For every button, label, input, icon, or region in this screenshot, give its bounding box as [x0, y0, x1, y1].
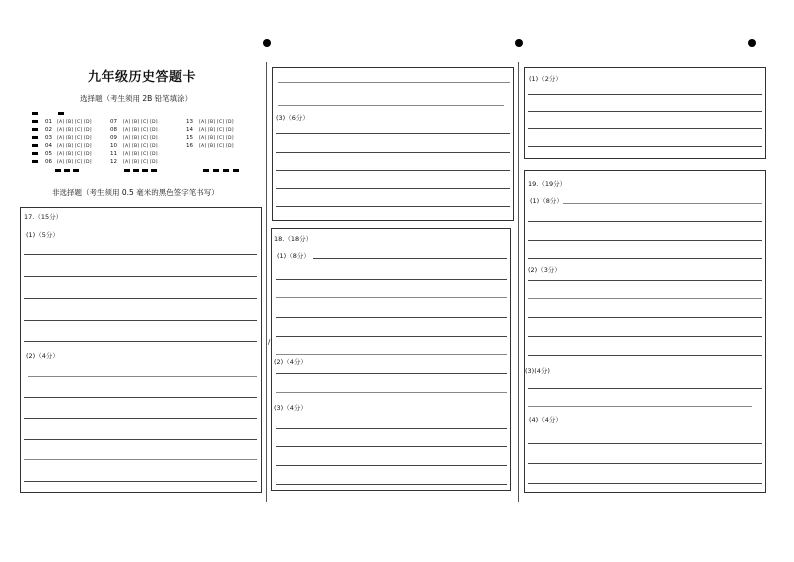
question-number: 12 — [110, 159, 117, 165]
timing-mark — [151, 169, 157, 172]
q19-part4-label: (4)（4分） — [529, 416, 562, 424]
question-number: 08 — [110, 127, 117, 133]
timing-mark — [203, 169, 209, 172]
answer-line[interactable] — [528, 240, 762, 241]
option-bubbles[interactable]: [A] [B] [C] [D] — [57, 128, 92, 133]
answer-line[interactable] — [276, 206, 510, 207]
answer-line[interactable] — [563, 203, 762, 204]
nonchoice-heading: 非选择题（考生须用 0.5 毫米的黑色签字笔书写） — [52, 188, 219, 197]
answer-line[interactable] — [24, 298, 257, 299]
answer-line[interactable] — [276, 484, 507, 485]
timing-mark — [32, 136, 38, 139]
answer-line[interactable] — [528, 221, 762, 222]
option-bubbles[interactable]: [A] [B] [C] [D] — [57, 144, 92, 149]
answer-line[interactable] — [24, 341, 257, 342]
timing-mark — [32, 152, 38, 155]
timing-mark — [133, 169, 139, 172]
answer-line[interactable] — [276, 152, 510, 153]
q19-part3-label: (3)(4分) — [525, 367, 550, 375]
choice-heading: 选择题（考生须用 2B 铅笔填涂） — [80, 94, 193, 103]
answer-line[interactable] — [276, 373, 507, 374]
answer-box-q17-continued — [272, 67, 514, 221]
stray-mark: / — [268, 338, 271, 346]
answer-line[interactable] — [24, 397, 257, 398]
timing-mark — [32, 160, 38, 163]
option-bubbles[interactable]: [A] [B] [C] [D] — [199, 144, 234, 149]
answer-line[interactable] — [278, 82, 510, 83]
answer-line[interactable] — [278, 105, 504, 106]
answer-line[interactable] — [528, 463, 762, 464]
answer-box-q18 — [271, 228, 511, 491]
answer-line[interactable] — [276, 133, 510, 134]
q19-part2-label: (2)（3分） — [528, 266, 561, 274]
answer-line[interactable] — [528, 336, 762, 337]
answer-line[interactable] — [528, 355, 762, 356]
question-number: 10 — [110, 143, 117, 149]
timing-mark — [64, 169, 70, 172]
q18-part1-label: (1)（8分） — [277, 252, 310, 260]
question-number: 07 — [110, 119, 117, 125]
answer-line[interactable] — [276, 446, 507, 447]
timing-mark — [213, 169, 219, 172]
answer-line[interactable] — [276, 392, 507, 393]
option-bubbles[interactable]: [A] [B] [C] [D] — [199, 136, 234, 141]
answer-line[interactable] — [24, 320, 257, 321]
answer-line[interactable] — [528, 406, 752, 407]
q17-part1-label: (1)（5分） — [26, 231, 59, 239]
answer-line[interactable] — [276, 279, 507, 280]
option-bubbles[interactable]: [A] [B] [C] [D] — [57, 160, 92, 165]
timing-mark — [32, 112, 38, 115]
option-bubbles[interactable]: [A] [B] [C] [D] — [57, 152, 92, 157]
answer-line[interactable] — [24, 276, 257, 277]
column-divider-right — [518, 62, 519, 502]
q17-part2-label: (2)（4分） — [26, 352, 59, 360]
q18-part3-label: (3)（4分） — [274, 404, 307, 412]
option-bubbles[interactable]: [A] [B] [C] [D] — [123, 160, 158, 165]
binder-hole-middle — [515, 39, 523, 47]
question-number: 09 — [110, 135, 117, 141]
answer-line[interactable] — [528, 388, 762, 389]
answer-line[interactable] — [276, 170, 510, 171]
answer-line[interactable] — [24, 481, 257, 482]
binder-hole-right — [748, 39, 756, 47]
q17-part3-label: (3)（6分） — [276, 114, 309, 122]
timing-mark — [142, 169, 148, 172]
answer-line[interactable] — [528, 128, 762, 129]
question-number: 15 — [186, 135, 193, 141]
answer-line[interactable] — [24, 254, 257, 255]
timing-mark — [223, 169, 229, 172]
answer-line[interactable] — [528, 317, 762, 318]
question-number: 01 — [45, 119, 52, 125]
column-divider-left — [266, 62, 267, 502]
q18-part2-label: (2)（4分） — [274, 358, 307, 366]
option-bubbles[interactable]: [A] [B] [C] [D] — [123, 152, 158, 157]
answer-line[interactable] — [276, 297, 507, 298]
option-bubbles[interactable]: [A] [B] [C] [D] — [123, 144, 158, 149]
option-bubbles[interactable]: [A] [B] [C] [D] — [57, 120, 92, 125]
question-number: 14 — [186, 127, 193, 133]
question-number: 11 — [110, 151, 117, 157]
timing-mark — [58, 112, 64, 115]
answer-line[interactable] — [528, 146, 762, 147]
option-bubbles[interactable]: [A] [B] [C] [D] — [57, 136, 92, 141]
q19-part1-label: (1)（8分） — [530, 197, 563, 205]
question-number: 13 — [186, 119, 193, 125]
answer-line[interactable] — [276, 317, 507, 318]
answer-line[interactable] — [276, 336, 507, 337]
answer-box-q17 — [20, 207, 262, 493]
timing-mark — [233, 169, 239, 172]
question-number: 04 — [45, 143, 52, 149]
q18-part4-label: (1)（2分） — [529, 75, 562, 83]
binder-hole-left — [263, 39, 271, 47]
answer-line[interactable] — [276, 428, 507, 429]
answer-line[interactable] — [528, 258, 762, 259]
answer-line[interactable] — [528, 443, 762, 444]
answer-line[interactable] — [313, 258, 507, 259]
answer-line[interactable] — [276, 188, 510, 189]
q19-title: 19.（19分） — [528, 180, 567, 188]
timing-mark — [124, 169, 130, 172]
q18-title: 18.（18分） — [274, 235, 313, 243]
question-number: 05 — [45, 151, 52, 157]
timing-mark — [73, 169, 79, 172]
answer-line[interactable] — [24, 418, 257, 419]
answer-line[interactable] — [528, 94, 762, 95]
option-bubbles[interactable]: [A] [B] [C] [D] — [123, 128, 158, 133]
question-number: 06 — [45, 159, 52, 165]
answer-line[interactable] — [528, 298, 762, 299]
page-title: 九年级历史答题卡 — [88, 70, 197, 85]
answer-box-q19 — [524, 170, 766, 493]
answer-line[interactable] — [28, 376, 257, 377]
option-bubbles[interactable]: [A] [B] [C] [D] — [199, 120, 234, 125]
answer-line[interactable] — [528, 111, 762, 112]
q17-title: 17.（15分） — [24, 213, 63, 221]
timing-mark — [32, 120, 38, 123]
answer-line[interactable] — [24, 439, 257, 440]
answer-line[interactable] — [276, 465, 507, 466]
option-bubbles[interactable]: [A] [B] [C] [D] — [123, 120, 158, 125]
option-bubbles[interactable]: [A] [B] [C] [D] — [199, 128, 234, 133]
question-number: 03 — [45, 135, 52, 141]
question-number: 16 — [186, 143, 193, 149]
answer-line[interactable] — [276, 354, 507, 355]
timing-mark — [55, 169, 61, 172]
answer-line[interactable] — [528, 483, 762, 484]
question-number: 02 — [45, 127, 52, 133]
answer-line[interactable] — [528, 280, 762, 281]
timing-mark — [32, 128, 38, 131]
answer-line[interactable] — [24, 459, 257, 460]
option-bubbles[interactable]: [A] [B] [C] [D] — [123, 136, 158, 141]
timing-mark — [32, 144, 38, 147]
